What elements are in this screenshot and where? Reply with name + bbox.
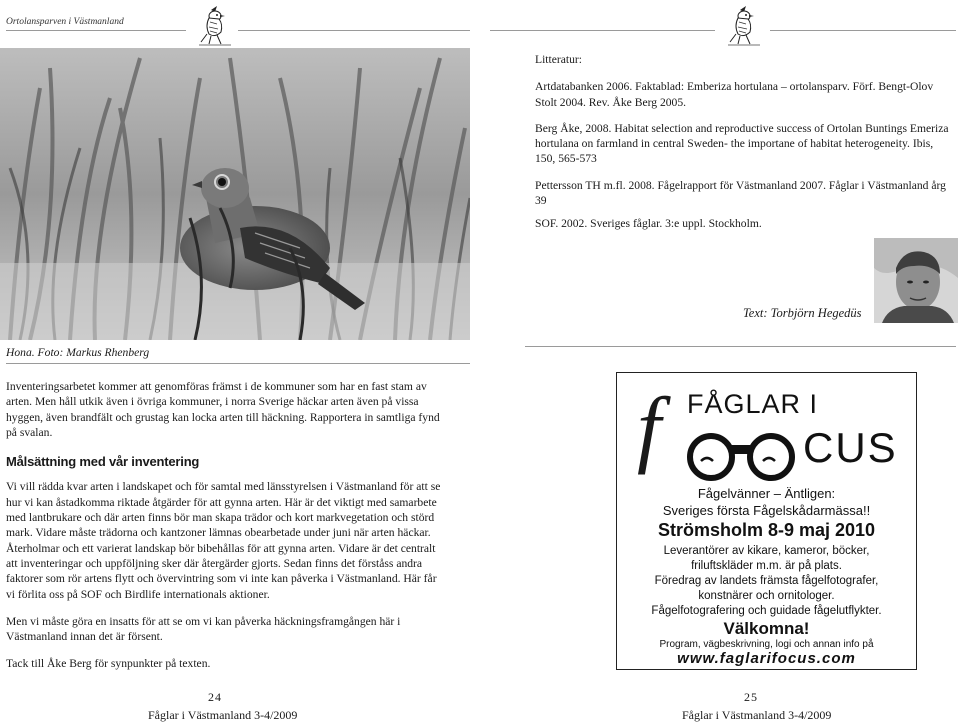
reference-3: Pettersson TH m.fl. 2008. Fågelrapport för Västmanland 2007. Fåglar i Västmanland årg 39	[535, 178, 946, 208]
ad-line-2: Sveriges första Fågelskådarmässa!!	[662, 503, 871, 518]
bird-logo-icon	[197, 4, 235, 48]
running-title: Ortolansparven i Västmanland	[6, 17, 124, 27]
literature-block	[535, 52, 955, 232]
ad-line-8: Fågelfotografering och guidade fågelutflykter.	[651, 605, 882, 617]
closing-paragraph: Men vi måste göra en insatts för att se om vi kan påverka häckningsframgången här i Västmanland innan det är försent.	[6, 614, 401, 644]
ad-line-10: Program, vägbeskrivning, logi och annan info på	[659, 639, 874, 650]
caption-rule	[6, 363, 470, 364]
header-rule-right-b	[770, 30, 956, 31]
page-number-left: 24	[208, 690, 222, 704]
left-column	[6, 379, 442, 672]
reference-1: Artdatabanken 2006. Faktablad: Emberiza hortulana – ortolansparv. Förf. Bengt-Olov Stolt 2004. Rev. Åke Berg 2005.	[535, 80, 934, 109]
bird-photo	[0, 48, 470, 340]
thanks-paragraph: Tack till Åke Berg för synpunkter på texten.	[6, 657, 211, 671]
author-rule	[525, 346, 956, 347]
magazine-footer-right: Fåglar i Västmanland 3-4/2009	[682, 708, 832, 722]
ad-title-f: f	[637, 379, 661, 475]
ad-line-1: Fågelvänner – Äntligen:	[697, 486, 836, 501]
reference-4: SOF. 2002. Sveriges fåglar. 3:e uppl. Stockholm.	[535, 217, 762, 231]
goal-paragraph: Vi vill rädda kvar arten i landskapet och för samtal med länsstyrelsen i Västmanland för att se hur vi kan åstadkomma riktade åtgärder för att gynna arten. Här är det viktigt med samarbete med lantbrukare och där arten finns bör man skapa trädor och kort markvegetation och störd mark. Vidare måste trädorna och kantzoner lämnas obearbetade under juni när arten häckar. Återholmar och ett varierat landskap bör bibehållas för att gynna arten. Vidare är det centralt att inventeringar och uppföljning sker där återgärder gjorts. Sedan finns det förståss andra faktorer som rör artens flytt och övervintring som vi inte kan påverka i Västmanland. Här får vi förlita oss på SOF och Birdlife internationals aktioner.	[6, 480, 441, 601]
ad-line-7: konstnärer och ornitologer.	[698, 590, 835, 602]
header-rule-left-b	[238, 30, 470, 31]
photo-caption: Hona. Foto: Markus Rhenberg	[6, 346, 150, 359]
header-rule-right-a	[490, 30, 715, 31]
literature-heading: Litteratur:	[535, 53, 582, 66]
ad-line-5: friluftskläder m.m. är på plats.	[691, 560, 842, 572]
ad-title-cus: CUS	[803, 424, 898, 471]
page-number-right: 25	[744, 690, 758, 704]
header-rule-left-a	[6, 30, 186, 31]
ad-title-top: FÅGLAR I	[687, 389, 819, 419]
intro-paragraph: Inventeringsarbetet kommer att genomföras främst i de kommuner som har en fast stam av arten. Men håll utkik även i övriga kommuner, i norra Sverige häckar arten även på vissa hyggen, även brandfält och grustag kan locka arten till häckning. Rapportera in samtliga fynd på svalan.	[6, 380, 440, 439]
binoculars-icon	[679, 431, 804, 481]
faglar-i-focus-advert	[616, 372, 917, 670]
author-credit: Text: Torbjörn Hegedüs	[743, 306, 862, 320]
ad-url: www.faglarifocus.com	[677, 650, 856, 667]
ad-line-9: Välkomna!	[723, 619, 810, 638]
author-portrait	[874, 238, 958, 323]
ad-line-4: Leverantörer av kikare, kameror, böcker,	[663, 545, 870, 557]
reference-2: Berg Åke, 2008. Habitat selection and reproductive success of Ortolan Buntings Emeriza hortulana on farmland in central Sweden- the importane of habitat heterogeneity. Ibis, 150, 565-573	[535, 121, 949, 166]
magazine-footer-left: Fåglar i Västmanland 3-4/2009	[148, 708, 298, 722]
ad-line-6: Föredrag av landets främsta fågelfotografer,	[654, 575, 879, 587]
bird-logo-icon	[726, 4, 764, 48]
section-heading: Målsättning med vår inventering	[6, 454, 200, 470]
ad-line-3: Strömsholm 8-9 maj 2010	[657, 520, 876, 540]
